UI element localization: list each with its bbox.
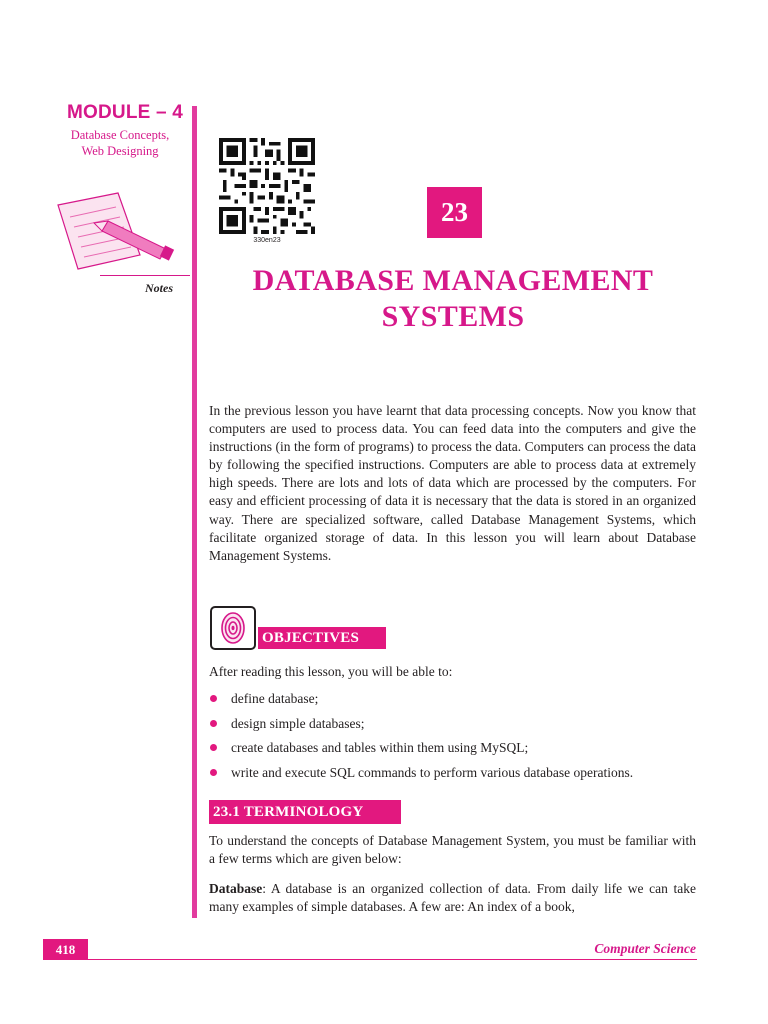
list-item [209,715,696,733]
module-subtitle-line1: Database Concepts, [70,128,170,142]
list-item [209,764,696,782]
list-item [209,739,696,757]
terminology-heading: 23.1 TERMINOLOGY [209,800,401,824]
margin-rule [192,106,197,918]
qr-caption: 330en23 [253,237,281,244]
module-subtitle [50,127,190,159]
list-item-text: create databases and tables within them using MySQL; [231,740,529,756]
notes-divider [100,275,190,276]
notes-pencil-illustration [48,185,188,273]
list-item [209,690,696,708]
footer-rule [43,959,697,960]
database-text: : A database is an organized collection of data. From daily life we can take many examples of simple databases. A few are: An index of a book, [209,881,696,915]
database-term: Database [209,881,263,896]
objectives-list [209,690,696,788]
module-title: MODULE – 4 [67,102,184,123]
qr-code-icon [219,138,315,234]
module-subtitle-line2: Web Designing [81,144,159,158]
chapter-title-line2: SYSTEMS [381,300,525,333]
bullet-icon [210,744,217,751]
target-icon [210,606,256,650]
page-number: 418 [43,939,88,960]
list-item-text: design simple databases; [231,715,365,731]
book-title: Computer Science [594,941,696,956]
objectives-lead: After reading this lesson, you will be able to: [209,664,453,679]
chapter-number-badge: 23 [427,187,482,238]
bullet-icon [210,695,217,702]
chapter-title-line1: DATABASE MANAGEMENT [252,264,654,297]
terminology-paragraph: To understand the concepts of Database Management System, you must be familiar with a few terms which are given below: [209,833,696,867]
list-item-text: write and execute SQL commands to perform various database operations. [231,764,634,780]
notes-label: Notes [145,281,173,295]
bullet-icon [210,769,217,776]
bullet-icon [210,720,217,727]
list-item-text: define database; [231,691,319,706]
chapter-title [210,263,696,335]
database-definition [209,880,696,916]
objectives-heading: OBJECTIVES [258,627,386,649]
intro-paragraph: In the previous lesson you have learnt that data processing concepts. Now you know that computers are used to process data. You can feed data into the computers and give the instructions (in the form of programs) to process the data. Computers can process the data by following the specified instructions. Computers are able to process data at extremely high speeds. There are lots and lots of data which are processed by the computers. For easy and efficient processing of data it is necessary that the data is stored in an organized way. There are specialized software, called Database Management Systems, which facilitate organized storage of data. In this lesson you will learn about Database Management Systems. [209,403,696,563]
